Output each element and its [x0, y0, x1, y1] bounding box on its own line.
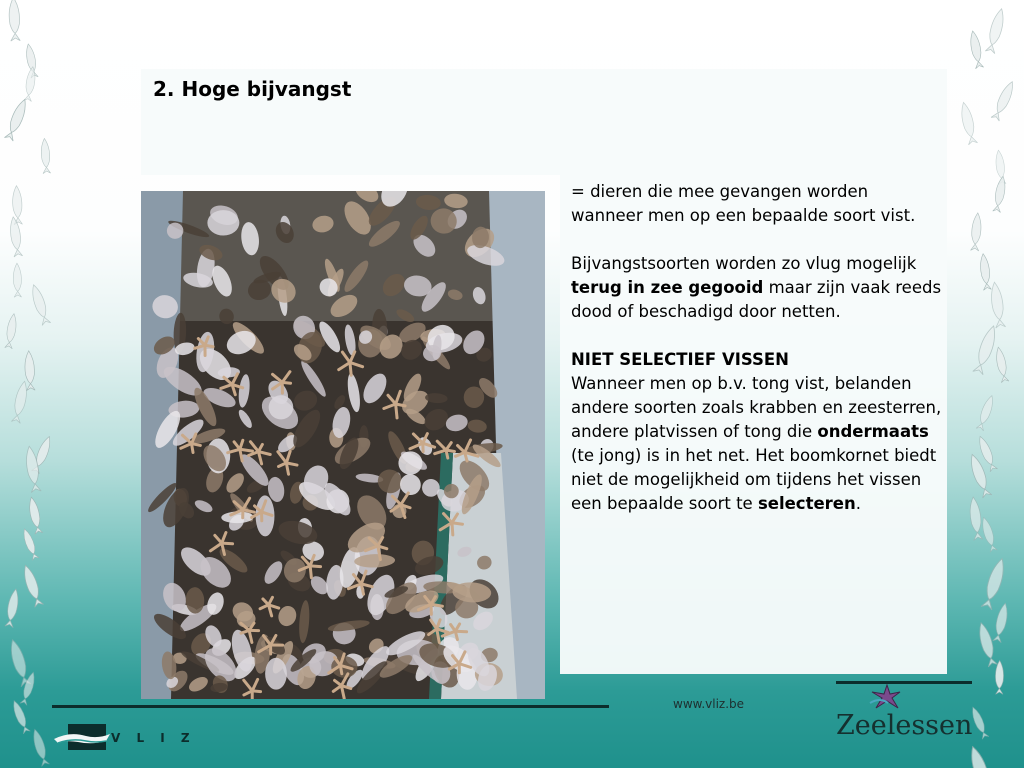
fish-icon	[6, 377, 34, 426]
vliz-logo-icon	[52, 722, 112, 752]
right-fish-border	[954, 0, 1024, 768]
selectivity-paragraph: NIET SELECTIEF VISSEN Wanneer men op b.v. tong vist, belanden andere soorten zoals krabben en zeesterren, andere platvissen of tong die ondermaats (te jong) is in het net. Het boomkornet biedt niet de mogelijkheid om tijdens het vissen een bepaalde soort te selecteren.	[571, 350, 942, 513]
fish-icon	[953, 98, 983, 148]
body-text	[571, 180, 943, 516]
fish-icon	[24, 280, 57, 329]
text-panel	[560, 175, 947, 674]
zeelessen-brand: Zeelessen	[836, 710, 973, 741]
fish-icon	[967, 210, 987, 253]
emphasis-undersized: ondermaats	[817, 422, 929, 441]
fish-icon	[990, 340, 1014, 389]
fish-icon	[974, 513, 1004, 555]
slide-title: 2. Hoge bijvangst	[153, 77, 352, 101]
vliz-label: V L I Z	[111, 731, 196, 745]
emphasis-returned: terug in zee gegooid	[571, 278, 764, 297]
fish-icon	[991, 659, 1006, 696]
starfish-logo-icon	[866, 683, 908, 711]
fish-icon	[961, 741, 1002, 768]
emphasis-select: selecteren	[757, 494, 856, 513]
fish-icon	[26, 724, 54, 768]
definition-paragraph: = dieren die mee gevangen worden wanneer men op een bepaalde soort vist.	[571, 182, 916, 225]
footer-rule-left	[52, 705, 609, 708]
title-panel	[141, 69, 947, 175]
fish-icon	[985, 76, 1021, 125]
fish-icon	[0, 94, 35, 145]
fish-icon	[0, 311, 23, 351]
fish-icon	[0, 585, 27, 630]
fish-icon	[9, 252, 25, 309]
fish-icon	[988, 169, 1012, 219]
return-paragraph: Bijvangstsoorten worden zo vlug mogelijk terug in zee gegooid maar zijn vaak reeds dood of beschadigd door netten.	[571, 254, 942, 321]
left-fish-border	[0, 0, 70, 768]
fish-icon	[37, 133, 55, 180]
website-url[interactable]: www.vliz.be	[673, 697, 745, 711]
bycatch-photo	[141, 191, 545, 699]
selectivity-heading: NIET SELECTIEF VISSEN	[571, 350, 789, 369]
